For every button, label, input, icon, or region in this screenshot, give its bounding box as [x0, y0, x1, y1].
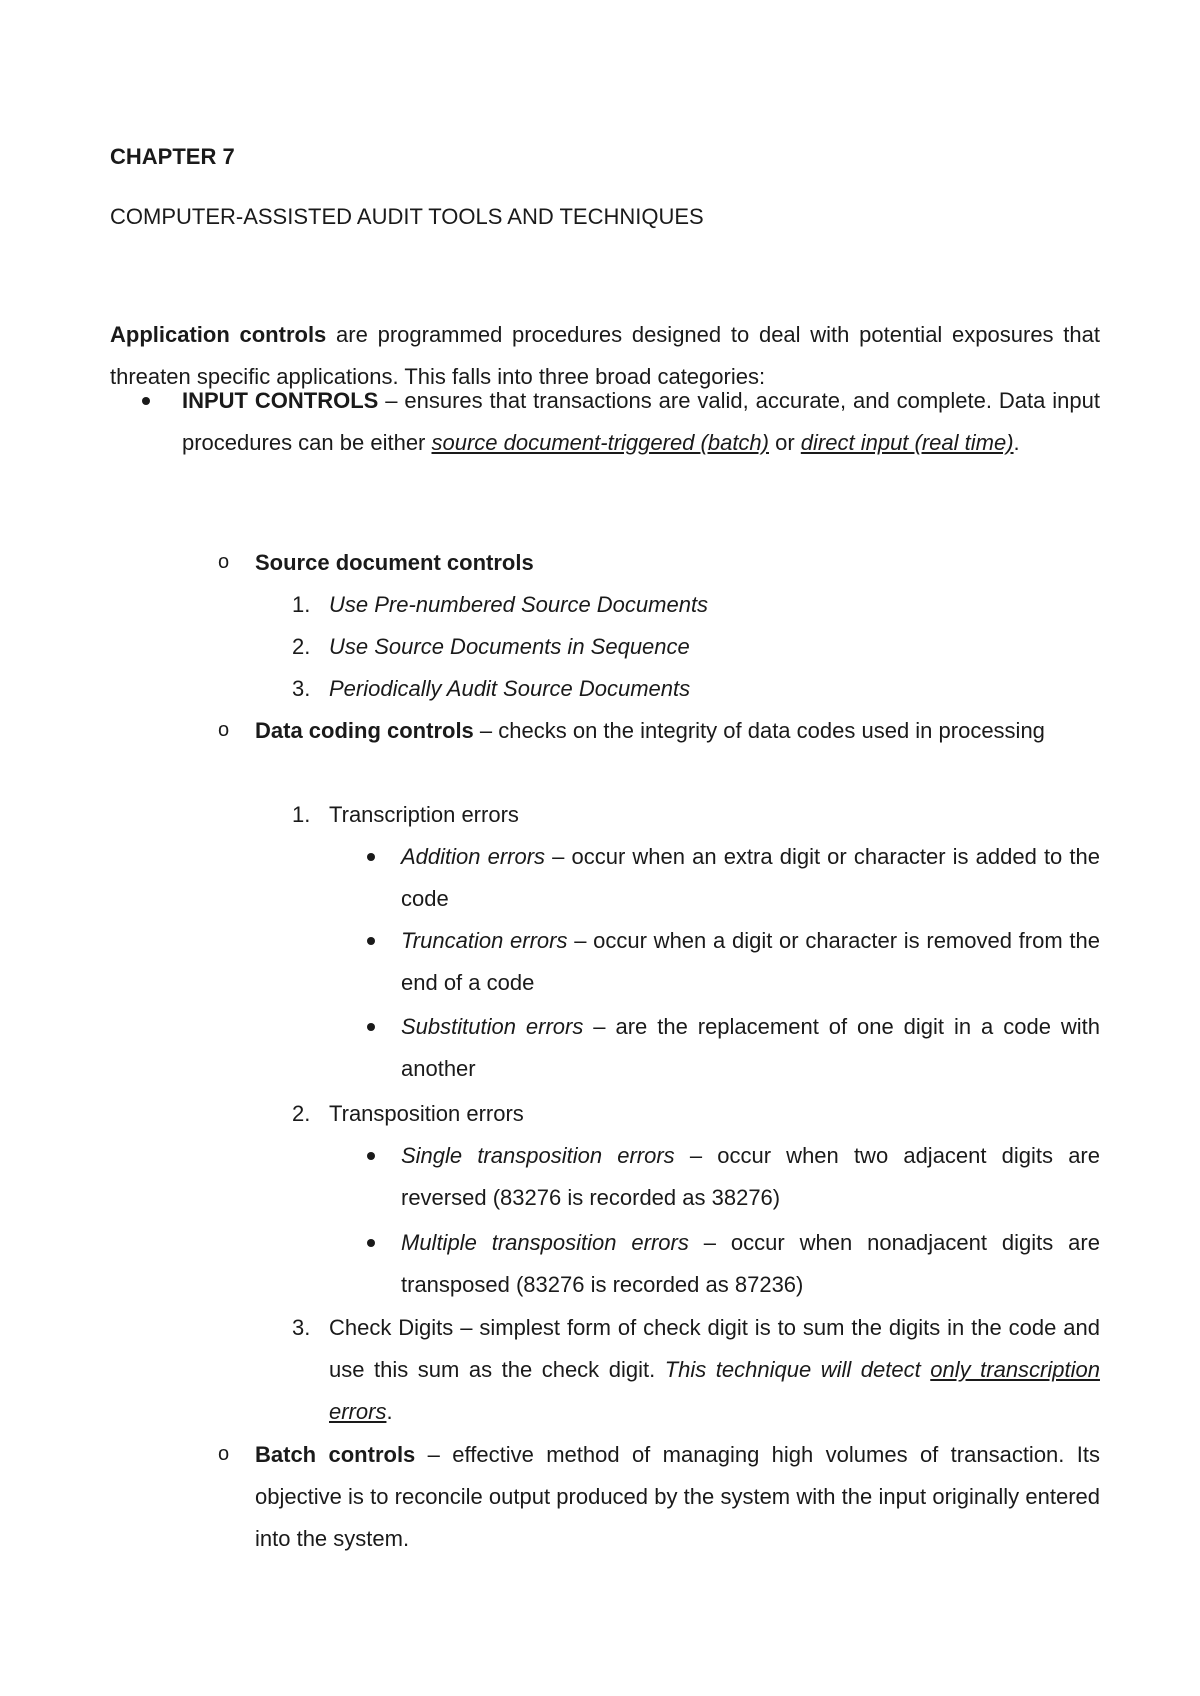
- intro-term: Application controls: [110, 322, 327, 347]
- input-controls-term: INPUT CONTROLS: [182, 388, 379, 413]
- bullet-icon: [367, 1023, 375, 1031]
- source-doc-item: Use Pre-numbered Source Documents: [329, 592, 709, 617]
- source-doc-item: Use Source Documents in Sequence: [329, 634, 690, 659]
- transcription-item: Truncation errors – occur when a digit or character is removed from the end of a code: [401, 928, 1100, 995]
- source-doc-item: Periodically Audit Source Documents: [329, 676, 691, 701]
- transposition-item: Single transposition errors – occur when two adjacent digits are reversed (83276 is recorded as 38276): [401, 1143, 1100, 1210]
- list-number: 2.: [292, 634, 311, 659]
- intro-text: are programmed procedures designed to deal with potential exposures that threaten specific applications. This falls into three broad categories:: [110, 322, 1100, 389]
- source-doc-title: Source document controls: [255, 550, 534, 575]
- list-number: 3.: [292, 676, 311, 701]
- batch-input-term: source document-triggered (batch): [431, 430, 769, 455]
- check-digits-paragraph: Check Digits – simplest form of check digit is to sum the digits in the code and use this sum as the check digit. This technique will detect only transcription errors.: [329, 1315, 1100, 1424]
- list-number: 3.: [292, 1315, 311, 1340]
- transposition-label: Transposition errors: [329, 1101, 524, 1126]
- list-number: 1.: [292, 802, 311, 827]
- circle-bullet-icon: o: [218, 551, 230, 573]
- circle-bullet-icon: o: [218, 1443, 230, 1465]
- bullet-icon: [142, 397, 150, 405]
- circle-bullet-icon: o: [218, 719, 230, 741]
- input-controls-paragraph: INPUT CONTROLS – ensures that transactions are valid, accurate, and complete. Data input procedures can be either source document-triggered (batch) or direct input (real time).: [182, 388, 1100, 455]
- data-coding-paragraph: Data coding controls – checks on the integrity of data codes used in processing: [255, 718, 1045, 743]
- list-number: 1.: [292, 592, 311, 617]
- transposition-item: Multiple transposition errors – occur when nonadjacent digits are transposed (83276 is recorded as 87236): [401, 1230, 1100, 1297]
- bullet-icon: [367, 1152, 375, 1160]
- transcription-item: Addition errors – occur when an extra digit or character is added to the code: [401, 844, 1100, 911]
- bullet-icon: [367, 853, 375, 861]
- transcription-label: Transcription errors: [329, 802, 519, 827]
- list-number: 2.: [292, 1101, 311, 1126]
- chapter-subtitle: COMPUTER-ASSISTED AUDIT TOOLS AND TECHNIQUES: [110, 204, 704, 229]
- transcription-item: Substitution errors – are the replacement of one digit in a code with another: [401, 1014, 1100, 1081]
- batch-controls-paragraph: Batch controls – effective method of managing high volumes of transaction. Its objective is to reconcile output produced by the system with the input originally entered into the system.: [255, 1442, 1100, 1551]
- direct-input-term: direct input (real time): [800, 430, 1014, 455]
- chapter-heading: CHAPTER 7: [110, 144, 235, 169]
- bullet-icon: [367, 1239, 375, 1247]
- bullet-icon: [367, 937, 375, 945]
